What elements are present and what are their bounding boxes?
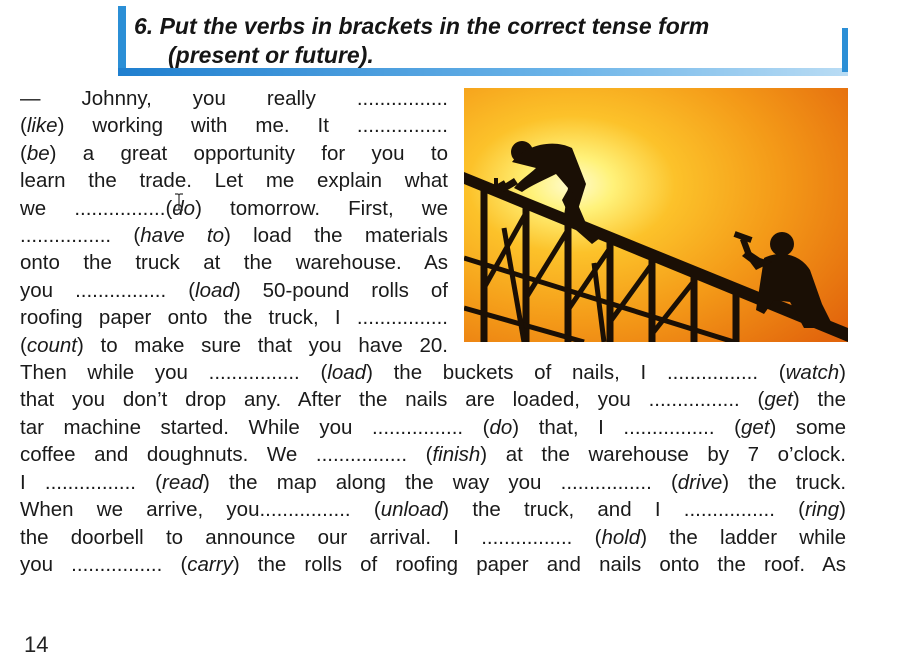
text-segment: ) some <box>769 415 846 439</box>
text-segment: ) the ladder while <box>640 525 846 549</box>
roofers-silhouette-icon <box>464 88 848 342</box>
verb-hint: carry <box>187 552 233 576</box>
text-segment: the doorbell to announce our arrival. I ................ ( <box>20 525 602 549</box>
text-segment: you ................ ( <box>20 552 188 576</box>
text-segment: ) a great opportunity for you to <box>49 141 448 165</box>
text-segment: tar machine started. While you ................ ( <box>20 415 490 439</box>
verb-hint: read <box>162 470 204 494</box>
text-line <box>20 359 846 386</box>
text-line <box>20 441 846 468</box>
text-line <box>20 551 846 578</box>
text-line <box>20 140 448 167</box>
text-segment: ) the map along the way you ................ ( <box>203 470 678 494</box>
text-line <box>20 195 448 222</box>
verb-hint: get <box>764 388 793 412</box>
text-segment: that you don’t drop any. After the nails are loaded, you ................ ( <box>20 388 765 412</box>
text-segment: ) <box>839 361 846 385</box>
verb-hint: like <box>26 114 58 138</box>
text-line <box>20 386 846 413</box>
text-segment: ( <box>20 114 27 138</box>
text-cursor-icon <box>174 193 184 211</box>
text-segment: ) the <box>792 388 846 412</box>
header-end-tab <box>842 28 848 72</box>
verb-hint: watch <box>785 361 840 385</box>
exercise-title-line-1: 6. Put the verbs in brackets in the correct tense form <box>134 13 710 39</box>
text-line <box>20 414 846 441</box>
text-segment: learn the trade. Let me explain what <box>20 169 448 193</box>
roofers-silhouette-photo <box>464 88 848 342</box>
text-segment: ( <box>20 333 27 357</box>
text-line <box>20 277 448 304</box>
verb-hint: have to <box>140 224 224 248</box>
text-segment: ) working with me. It ................ <box>57 114 448 138</box>
text-segment: — Johnny, you really ................ <box>20 87 448 110</box>
verb-hint: count <box>26 333 77 357</box>
verb-hint: load <box>327 361 367 385</box>
text-line <box>20 469 846 496</box>
text-segment: ) the buckets of nails, I ................ ( <box>366 361 786 385</box>
verb-hint: do <box>172 196 196 220</box>
text-segment: roofing paper onto the truck, I ................ <box>20 306 448 330</box>
text-segment: we ................( <box>20 196 173 220</box>
verb-hint: finish <box>432 443 481 467</box>
text-line <box>20 222 448 249</box>
text-line <box>20 332 448 359</box>
page-number: 14 <box>24 632 49 657</box>
text-segment: ) load the materials <box>224 224 448 248</box>
text-segment: ) at the warehouse by 7 o’clock. <box>480 443 846 467</box>
text-segment: ................ ( <box>20 224 141 248</box>
verb-hint: ring <box>804 498 840 522</box>
text-segment: When we arrive, you................ ( <box>20 498 381 522</box>
text-segment: I ................ ( <box>20 470 163 494</box>
verb-hint: drive <box>677 470 723 494</box>
text-line <box>20 304 448 331</box>
text-line <box>20 167 448 194</box>
verb-hint: do <box>489 415 513 439</box>
text-line <box>20 524 846 551</box>
text-segment: ) that, I ................ ( <box>512 415 741 439</box>
header-accent-bar <box>118 6 126 76</box>
text-line <box>20 496 846 523</box>
text-segment: you ................ ( <box>20 278 196 302</box>
text-segment: ) the rolls of roofing paper and nails onto the roof. As <box>232 552 846 576</box>
text-segment: ) the truck. <box>722 470 846 494</box>
verb-hint: hold <box>601 525 641 549</box>
text-segment: coffee and doughnuts. We ................ ( <box>20 443 433 467</box>
text-segment: ) tomorrow. First, we <box>195 196 448 220</box>
exercise-title <box>134 12 709 70</box>
text-segment: ) the truck, and I ................ ( <box>442 498 805 522</box>
text-segment: ) <box>839 498 846 522</box>
verb-hint: unload <box>380 498 443 522</box>
verb-hint: get <box>740 415 770 439</box>
text-line <box>20 249 448 276</box>
text-segment: onto the truck at the warehouse. As <box>20 251 448 275</box>
text-line <box>20 112 448 139</box>
text-segment: Then while you ................ ( <box>20 361 328 385</box>
text-segment: ) to make sure that you have 20. <box>76 333 448 357</box>
verb-hint: be <box>26 141 50 165</box>
exercise-title-line-2: (present or future). <box>168 42 374 68</box>
text-segment: ( <box>20 141 27 165</box>
full-width-lines <box>20 359 848 578</box>
text-segment: ) 50-pound rolls of <box>233 278 448 302</box>
text-line <box>20 85 448 112</box>
verb-hint: load <box>195 278 234 302</box>
